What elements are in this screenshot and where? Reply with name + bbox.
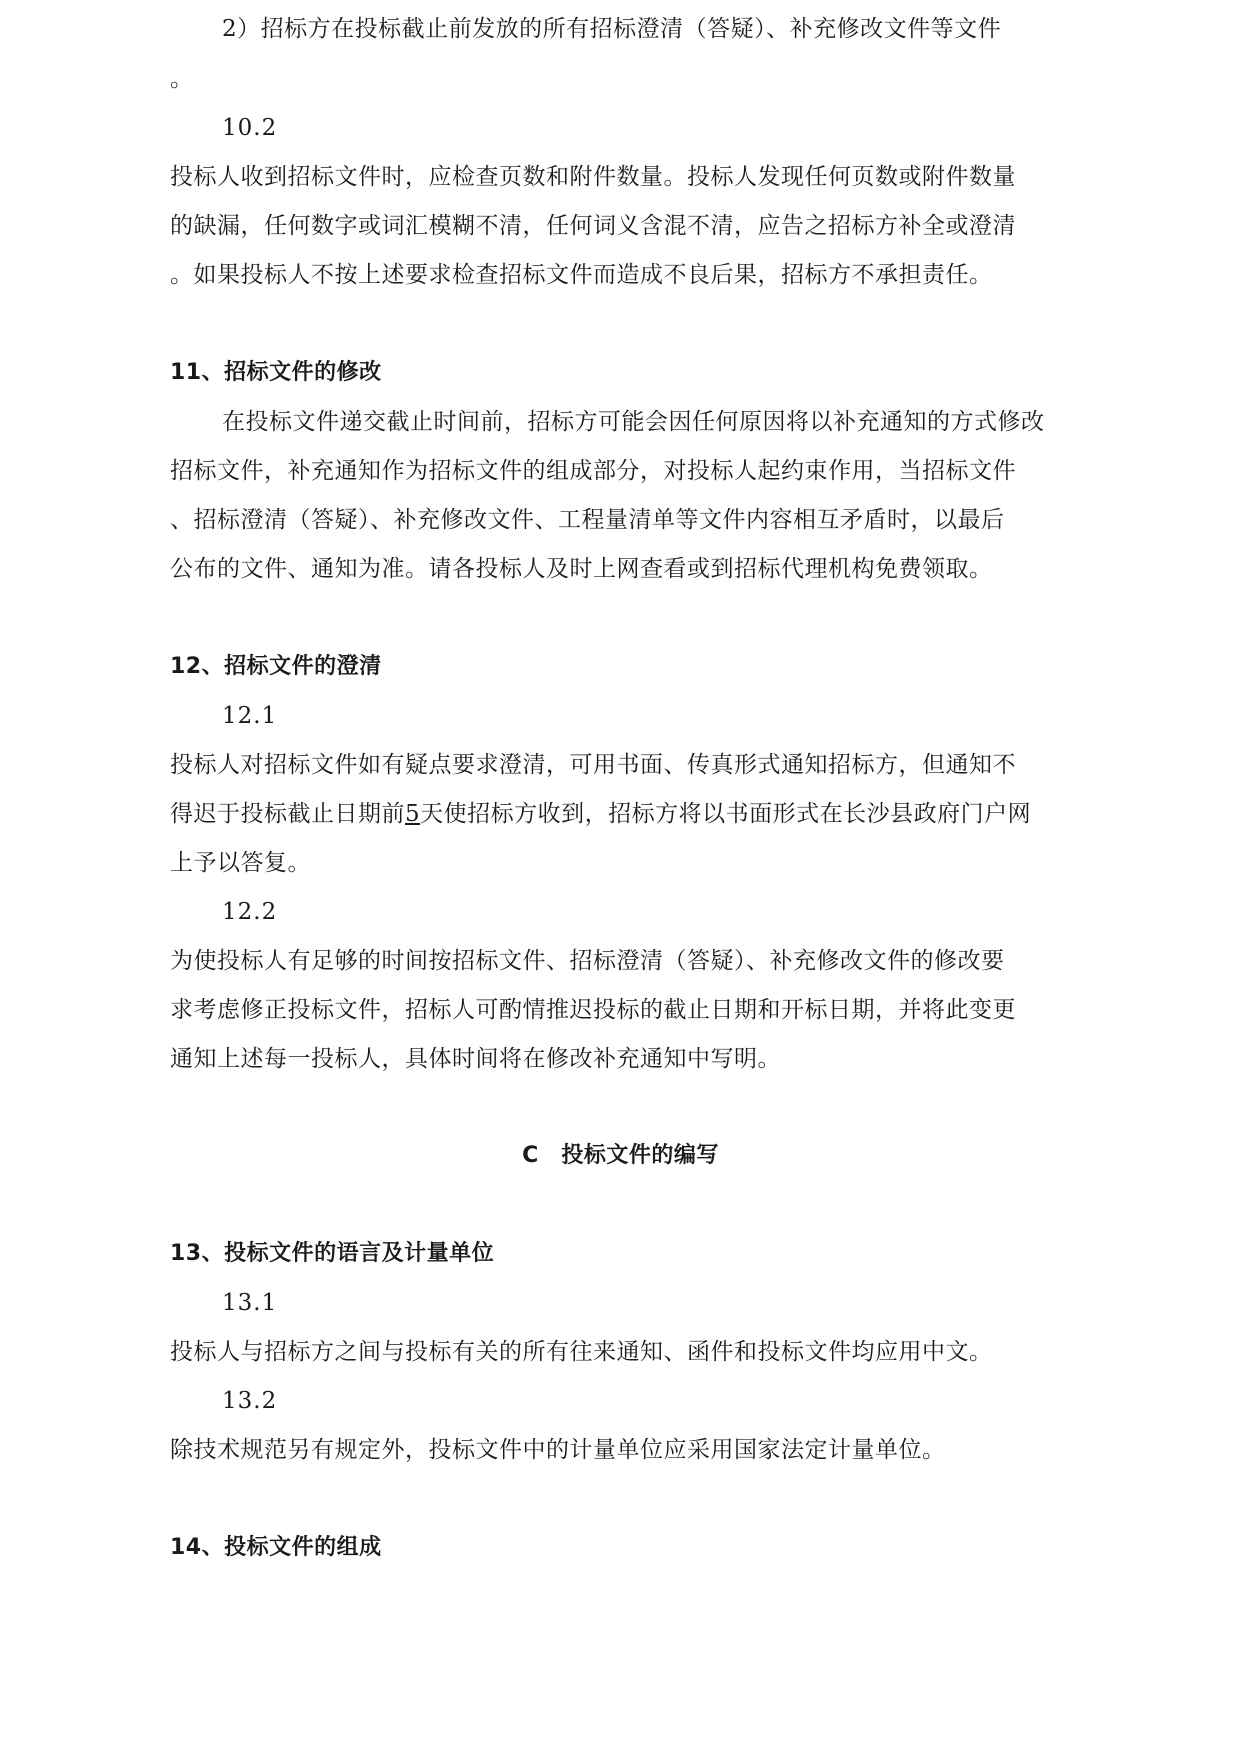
section-heading: 14、投标文件的组成 (170, 1535, 382, 1560)
paragraph-line: 、招标澄清（答疑）、补充修改文件、工程量清单等文件内容相互矛盾时，以最后 (170, 507, 1005, 533)
paragraph-line: 在投标文件递交截止时间前，招标方可能会因任何原因将以补充通知的方式修改 (222, 409, 1045, 435)
paragraph-line: 除技术规范另有规定外，投标文件中的计量单位应采用国家法定计量单位。 (170, 1437, 946, 1463)
paragraph-line: 投标人收到招标文件时，应检查页数和附件数量。投标人发现任何页数或附件数量 (170, 164, 1016, 190)
paragraph-line: 上予以答复。 (170, 850, 311, 876)
clause-number: 12.1 (222, 703, 278, 729)
clause-number: 13.2 (222, 1388, 278, 1414)
paragraph-line: 。 (170, 66, 194, 92)
paragraph-line: 求考虑修正投标文件，招标人可酌情推迟投标的截止日期和开标日期，并将此变更 (170, 997, 1016, 1023)
paragraph-line: 的缺漏，任何数字或词汇模糊不清，任何词义含混不清，应告之招标方补全或澄清 (170, 213, 1016, 239)
clause-number: 10.2 (222, 115, 278, 141)
paragraph-line: 通知上述每一投标人，具体时间将在修改补充通知中写明。 (170, 1046, 781, 1072)
paragraph-line: 2）招标方在投标截止前发放的所有招标澄清（答疑）、补充修改文件等文件 (222, 16, 1002, 42)
paragraph-line: 招标文件，补充通知作为招标文件的组成部分，对投标人起约束作用，当招标文件 (170, 458, 1016, 484)
paragraph-line: 。如果投标人不按上述要求检查招标文件而造成不良后果，招标方不承担责任。 (170, 262, 993, 288)
paragraph-line: 投标人对招标文件如有疑点要求澄清，可用书面、传真形式通知招标方，但通知不 (170, 752, 1016, 778)
paragraph-line (170, 799, 1031, 829)
paragraph-line: 为使投标人有足够的时间按招标文件、招标澄清（答疑）、补充修改文件的修改要 (170, 948, 1005, 974)
paragraph-line: 公布的文件、通知为准。请各投标人及时上网查看或到招标代理机构免费领取。 (170, 556, 993, 582)
paragraph-line: 投标人与招标方之间与投标有关的所有往来通知、函件和投标文件均应用中文。 (170, 1339, 993, 1365)
clause-number: 13.1 (222, 1290, 278, 1316)
text-run: 得迟于投标截止日期前 (170, 801, 405, 827)
text-run: 天使招标方收到，招标方将以书面形式在长沙县政府门户网 (420, 801, 1032, 827)
clause-number: 12.2 (222, 899, 278, 925)
underlined-number: 5 (405, 801, 421, 827)
section-heading: 12、招标文件的澄清 (170, 654, 382, 679)
section-heading: 11、招标文件的修改 (170, 360, 382, 385)
section-heading: 13、投标文件的语言及计量单位 (170, 1241, 495, 1266)
chapter-heading: C 投标文件的编写 (522, 1143, 719, 1168)
